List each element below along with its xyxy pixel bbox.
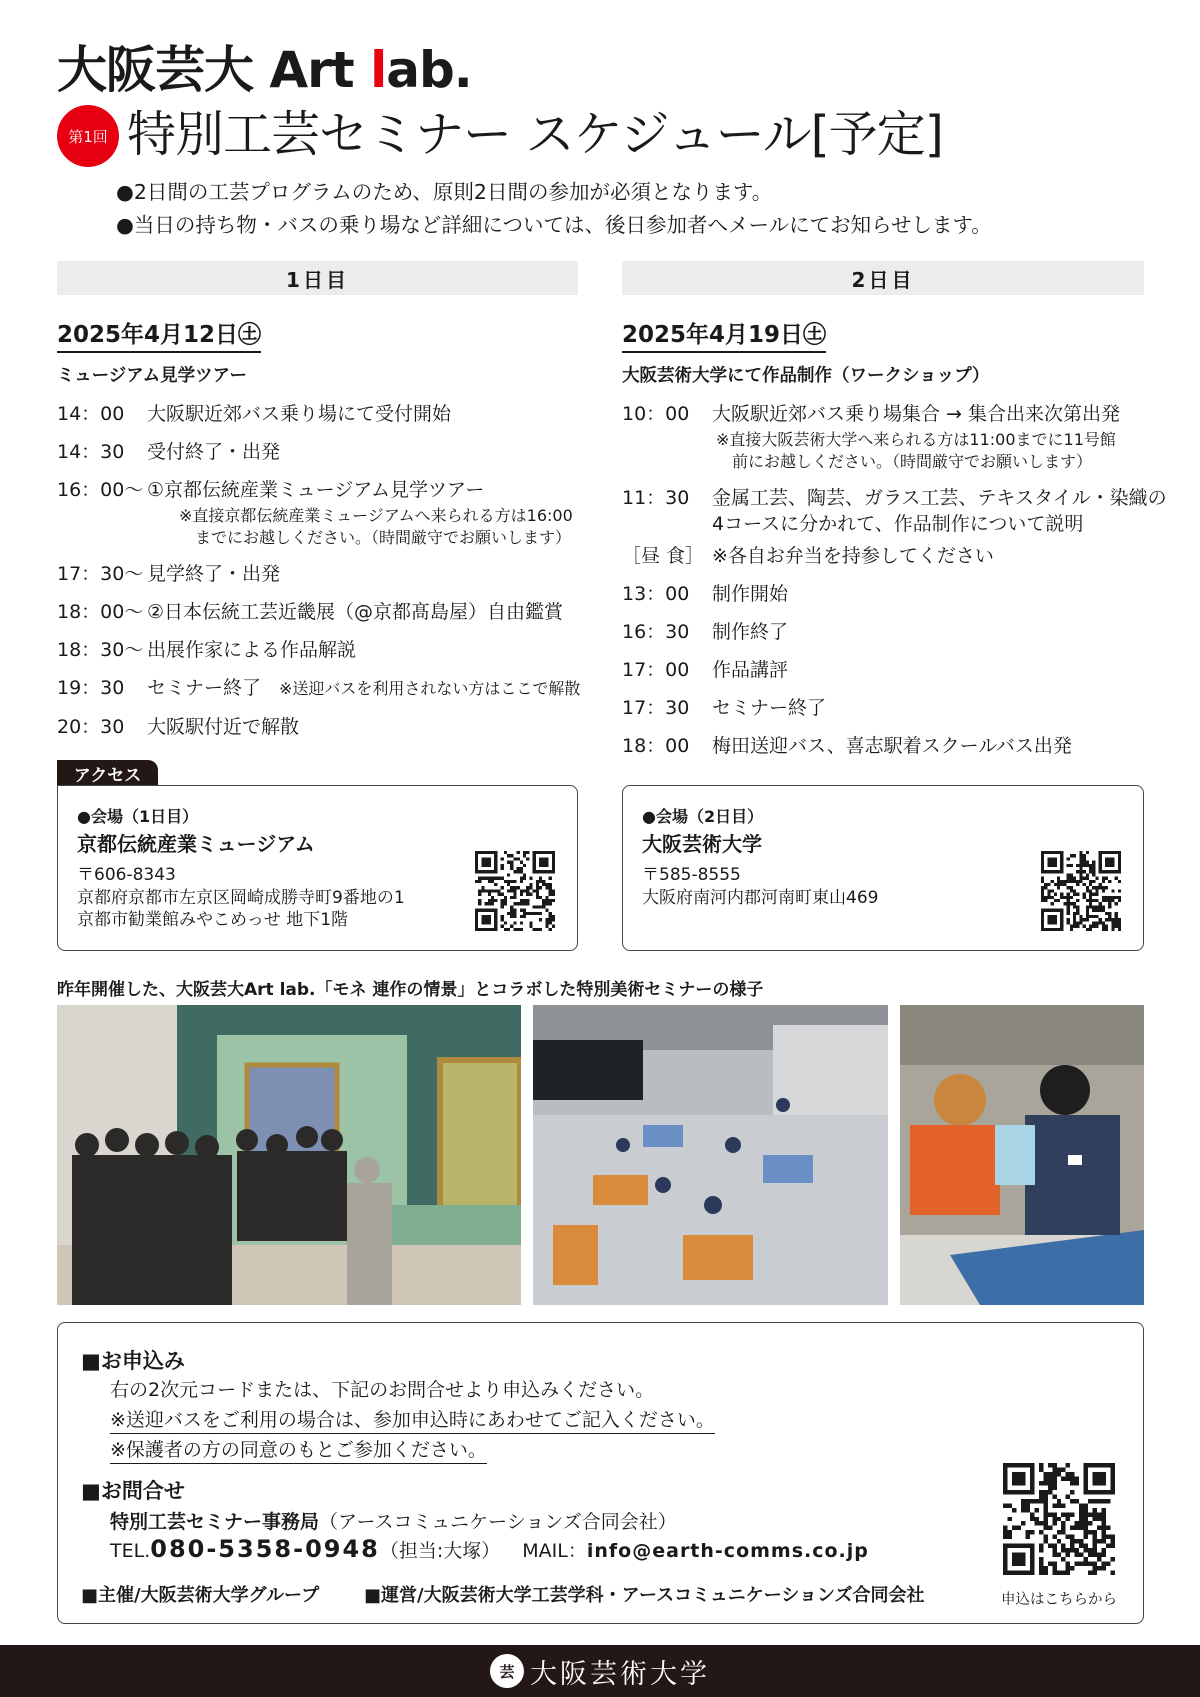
schedule-text: 制作開始 — [712, 583, 789, 605]
schedule-note — [712, 429, 1152, 473]
workshop-hall-image — [533, 1005, 888, 1305]
schedule-text: セミナー終了 — [147, 677, 262, 699]
access-tab: アクセス — [57, 760, 158, 786]
schedule-note-line: までにお越しください。（時間厳守でお願いします） — [179, 528, 572, 547]
venue1-zip: 〒606-8343 — [77, 865, 176, 885]
schedule-text: 金属工芸、陶芸、ガラス工芸、テキスタイル・染織の — [712, 487, 1167, 509]
schedule-text-block — [147, 477, 587, 549]
apply-note-text: ※保護者の方の同意のもとご参加ください。 — [110, 1439, 487, 1464]
mail-label: MAIL： — [522, 1540, 587, 1562]
schedule-text: ※各自お弁当を持参してください — [712, 545, 994, 567]
schedule-row — [622, 657, 1152, 683]
schedule-row — [57, 637, 587, 663]
schedule-text-block — [712, 485, 1167, 537]
schedule-time: 18：00〜 — [57, 601, 144, 623]
schedule-time: 17：30 — [622, 697, 690, 719]
apply-note-bus — [110, 1405, 715, 1432]
schedule-time: 10：00 — [622, 403, 690, 425]
schedule-time: 11：30 — [622, 487, 690, 509]
logo-accent-letter: l — [370, 41, 387, 99]
schedule-row — [57, 675, 587, 702]
day1-date: 2025年4月12日㊏ — [57, 316, 261, 353]
schedule-time: 14：00 — [57, 403, 125, 425]
application-box — [57, 1322, 1144, 1624]
venue1-label: ●会場（1日目） — [77, 807, 199, 826]
host-info: ■主催/大阪芸術大学グループ — [81, 1585, 320, 1606]
logo-text: 大阪芸大 Art — [57, 41, 371, 99]
schedule-time: 17：00 — [622, 659, 690, 681]
contact-office — [110, 1507, 677, 1534]
page-title: 特別工芸セミナー スケジュール[予定] — [127, 106, 943, 163]
day2-schedule — [622, 401, 1167, 759]
schedule-time: 20：30 — [57, 716, 125, 738]
apply-qr-code[interactable] — [1003, 1463, 1115, 1575]
schedule-row — [622, 485, 1167, 537]
schedule-time: 18：00 — [622, 735, 690, 757]
day1-subtitle: ミュージアム見学ツアー — [57, 366, 248, 386]
university-emblem-icon: 芸 — [490, 1654, 524, 1688]
schedule-time: 17：30〜 — [57, 563, 144, 585]
apply-note-guardian — [110, 1435, 487, 1462]
schedule-text: 出展作家による作品解説 — [147, 639, 357, 661]
apply-note-text: ※送迎バスをご利用の場合は、参加申込時にあわせてご記入ください。 — [110, 1409, 715, 1434]
photo-painting-students — [900, 1005, 1144, 1305]
contact-tel-mail — [110, 1535, 869, 1563]
schedule-row — [622, 733, 1152, 759]
footer-bar — [0, 1645, 1200, 1697]
day1-schedule — [57, 401, 587, 740]
schedule-note-line: 前にお越しください。（時間厳守でお願いします） — [716, 452, 1093, 471]
venue1-name: 京都伝統産業ミュージアム — [77, 832, 315, 856]
venue1-address — [77, 864, 405, 932]
tel-label: TEL. — [110, 1540, 151, 1562]
schedule-text: 4コースに分かれて、作品制作について説明 — [712, 513, 1084, 535]
art-lab-logo — [57, 40, 472, 100]
schedule-row — [57, 477, 587, 549]
session-badge: 第1回 — [57, 105, 119, 167]
tel-note: （担当:大塚） — [379, 1540, 501, 1562]
header-notes — [116, 176, 992, 242]
venue1-qr-code[interactable] — [475, 851, 555, 931]
schedule-text: 制作終了 — [712, 621, 789, 643]
contact-heading: ■お問合せ — [81, 1479, 185, 1503]
schedule-text: 大阪駅近郊バス乗り場集合 → 集合出来次第出発 — [712, 403, 1121, 425]
day2-date: 2025年4月19日㊏ — [622, 316, 826, 353]
schedule-time: 16：30 — [622, 621, 690, 643]
schedule-time: 18：30〜 — [57, 639, 144, 661]
schedule-note-line: ※直接京都伝統産業ミュージアムへ来られる方は16:00 — [179, 506, 573, 525]
schedule-time: 13：00 — [622, 583, 690, 605]
schedule-text: 見学終了・出発 — [147, 563, 281, 585]
museum-tour-image — [57, 1005, 521, 1305]
schedule-text: ②日本伝統工芸近畿展（@京都髙島屋）自由鑑賞 — [147, 601, 564, 623]
schedule-text: 作品講評 — [712, 659, 789, 681]
day2-column — [622, 316, 1167, 771]
office-sub: （アースコミュニケーションズ合同会社） — [319, 1511, 677, 1533]
day2-heading: 2日目 — [622, 261, 1144, 295]
day1-column — [57, 316, 587, 752]
note-line: ●当日の持ち物・バスの乗り場など詳細については、後日参加者へメールにてお知らせします。 — [116, 213, 992, 237]
photo-museum-tour — [57, 1005, 521, 1305]
mail-address[interactable]: info@earth-comms.co.jp — [586, 1540, 869, 1562]
schedule-row — [622, 581, 1152, 607]
schedule-row — [57, 439, 587, 465]
schedule-row — [622, 401, 1152, 473]
schedule-time: ［昼 食］ — [622, 545, 705, 567]
apply-heading: ■お申込み — [81, 1349, 185, 1373]
schedule-text: 大阪駅付近で解散 — [147, 716, 300, 738]
day1-heading: 1日目 — [57, 261, 578, 295]
schedule-row — [57, 561, 587, 587]
schedule-row — [57, 401, 587, 427]
venue1-addr-line: 京都市勧業館みやこめっせ 地下1階 — [77, 910, 349, 930]
schedule-text: 受付終了・出発 — [147, 441, 281, 463]
office-name: 特別工芸セミナー事務局 — [110, 1511, 320, 1533]
venue2-zip: 〒585-8555 — [642, 865, 741, 885]
qr-caption: 申込はこちらから — [1001, 1592, 1117, 1608]
schedule-note-line: ※直接大阪芸術大学へ来られる方は11:00までに11号館 — [716, 430, 1116, 449]
venue2-addr-line: 大阪府南河内郡河南町東山469 — [642, 887, 879, 908]
photo-caption: 昨年開催した、大阪芸大Art lab.「モネ 連作の情景」とコラボした特別美術セミナーの様子 — [57, 980, 764, 1000]
schedule-inline-note: ※送迎バスを利用されない方はここで解散 — [279, 679, 581, 698]
schedule-text: ①京都伝統産業ミュージアム見学ツアー — [147, 479, 485, 501]
schedule-note — [147, 505, 587, 549]
schedule-row — [57, 714, 587, 740]
schedule-row — [622, 695, 1152, 721]
venue1-card — [57, 785, 578, 951]
schedule-text: 大阪駅近郊バス乗り場にて受付開始 — [147, 403, 452, 425]
logo-text-rest: ab. — [386, 41, 472, 99]
schedule-row — [622, 619, 1152, 645]
note-line: ●2日間の工芸プログラムのため、原則2日間の参加が必須となります。 — [116, 180, 773, 204]
schedule-time: 16：00〜 — [57, 479, 144, 501]
venue2-label: ●会場（2日目） — [642, 807, 764, 826]
schedule-text-block — [712, 401, 1152, 473]
schedule-row — [622, 543, 1152, 569]
footer-university-name: 大阪芸術大学 — [530, 1658, 710, 1690]
tel-number[interactable]: 080-5358-0948 — [150, 1535, 380, 1563]
venue2-qr-code[interactable] — [1041, 851, 1121, 931]
schedule-time: 19：30 — [57, 677, 125, 699]
venue2-name: 大阪芸術大学 — [642, 832, 762, 856]
painting-students-image — [900, 1005, 1144, 1305]
schedule-time: 14：30 — [57, 441, 125, 463]
venue2-card — [622, 785, 1144, 951]
venue2-address — [642, 864, 878, 909]
apply-line: 右の2次元コードまたは、下記のお問合せより申込みください。 — [110, 1379, 655, 1401]
operator-info: ■運営/大阪芸術大学工芸学科・アースコミュニケーションズ合同会社 — [364, 1585, 925, 1606]
schedule-text: 梅田送迎バス、喜志駅着スクールバス出発 — [712, 735, 1072, 757]
photo-workshop-hall — [533, 1005, 888, 1305]
day2-subtitle: 大阪芸術大学にて作品制作（ワークショップ） — [622, 366, 990, 386]
schedule-text: セミナー終了 — [712, 697, 827, 719]
venue1-addr-line: 京都府京都市左京区岡崎成勝寺町9番地の1 — [77, 887, 405, 908]
schedule-row — [57, 599, 587, 625]
schedule-text-block — [147, 675, 587, 702]
